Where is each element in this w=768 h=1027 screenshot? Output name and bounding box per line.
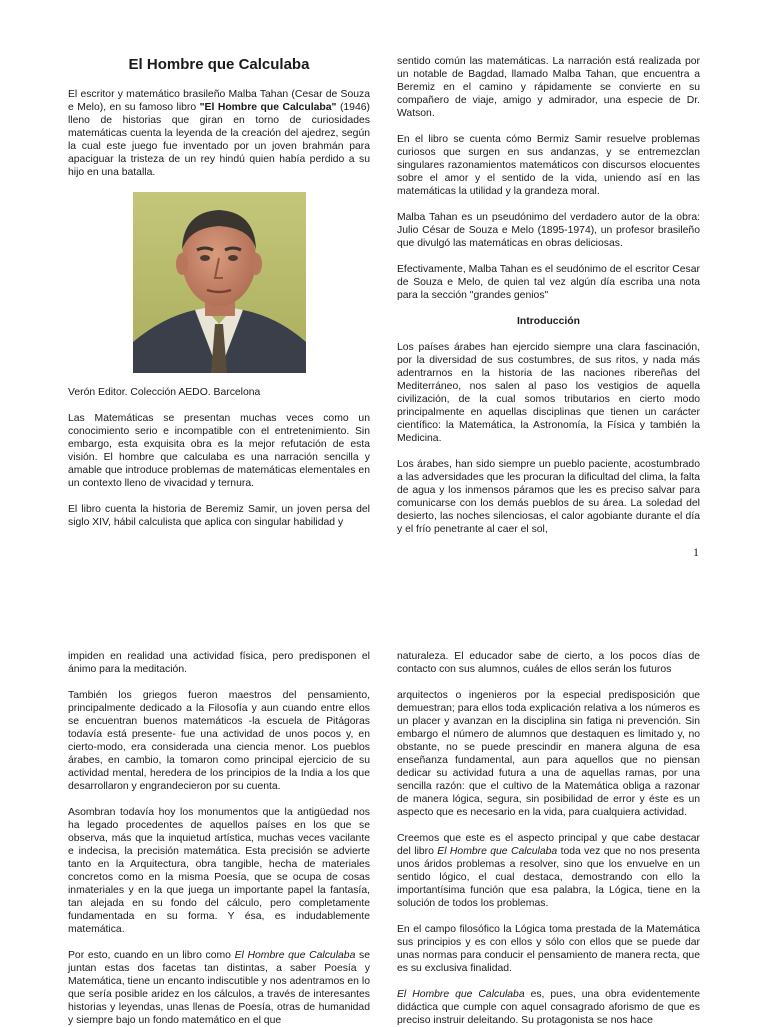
page-gap xyxy=(0,600,768,640)
paragraph: En el libro se cuenta cómo Bermiz Samir resuelve problemas curiosos que surgen en sus andanzas, y se entremezclan singulares razonamientos matemáticos con discursos elocuentes sobre el amor y el sentido de la vida, uniendo así en las matemáticas la utilidad y la grandeza moral. xyxy=(397,134,700,197)
book-title-bold: "El Hombre que Calculaba" xyxy=(199,102,337,113)
paragraph: En el campo filosófico la Lógica toma prestada de la Matemática sus principios y es con ellos y sólo con ellos que se puede dar unas normas para conducir el pensamiento de manera recta, que es su exclusiva finalidad. xyxy=(397,924,700,974)
paragraph: sentido común las matemáticas. La narración está realizada por un notable de Bagdad, llamado Malba Tahan, que encuentra a Beremiz en el camino y rápidamente se convierte en su compañero de viaje, amigo y admirador, una especie de Dr. Watson. xyxy=(397,56,700,119)
paragraph: También los griegos fueron maestros del pensamiento, principalmente dedicado a la Filosofía y aun cuando entre ellos se encuentran buenos matemáticos -la escuela de Pitágoras todavía está presente- fue una actividad de unos pocos y, en cierto-modo, era considerada una ciencia menor. Los pueblos árabes, en cambio, la tomaron como principal ejercicio de su actividad mental, heredera de los principios de la India a los que desarrollaron y engrandecieron por su cuenta. xyxy=(68,690,370,792)
book-title-italic: El Hombre que Calculaba xyxy=(234,950,356,961)
paragraph: Los países árabes han ejercido siempre una clara fascinación, por la diversidad de sus costumbres, de sus ritos, y nada más adentrarnos en la historia de las naciones ribereñas del Mediterráneo, nos salen al paso los vestigios de aquella civilización, de la cual somos tributarios en cierto modo principalmente en aquellas disciplinas que tienen un carácter científico: la Matemática, la Astronomía, la Física y también la Medicina. xyxy=(397,342,700,444)
paragraph: El Hombre que Calculaba es, pues, una obra evidentemente didáctica que cumple con aquel consagrado aforismo de que es preciso instruir deleitando. Su protagonista se nos hace xyxy=(397,989,700,1026)
paragraph: impiden en realidad una actividad física, pero predisponen el ánimo para la meditación. xyxy=(68,651,370,675)
paragraph: Creemos que este es el aspecto principal y que cabe destacar del libro El Hombre que Calculaba toda vez que no nos presenta unos áridos problemas a resolver, sino que los envuelve en un sentido lógico, el cual destaca, demostrando con ello la importantísima función que esa palabra, la Lógica, tiene en la solución de todos los problemas. xyxy=(397,833,700,909)
section-heading: Introducción xyxy=(517,316,580,327)
book-title-italic: El Hombre que Calculaba xyxy=(437,846,558,857)
left-column xyxy=(68,88,370,529)
right-column xyxy=(397,650,700,1027)
paragraph: arquitectos o ingenieros por la especial predisposición que demuestran; para ellos toda explicación relativa a los números es un placer y avanzan en la disciplina sin fatiga ni prevención. Sin embargo el número de alumnos que destaquen es limitado y, no obstante, no se puede prescindir en manera alguna de esa enseñanza fundamental, aun para aquellos que no piensan dedicar su actividad futura a una de aquellas ramas, por una sencilla razón: que el cultivo de la Matemática obliga a razonar de manera lógica, segura, sin posibilidad de error y éste es un aspecto que es necesario en la vida, para cualquiera actividad. xyxy=(397,690,700,818)
document-title: El Hombre que Calculaba xyxy=(128,56,310,73)
page-number: 1 xyxy=(693,545,699,559)
document-page-2 xyxy=(0,640,768,1024)
paragraph: Asombran todavía hoy los monumentos que la antigüedad nos ha legado procedentes de aquellos países en los que se observa, más que la inquietud artística, muchas veces vacilante e indecisa, la precisión matemática. Esta precisión se advierte tanto en la Arquitectura, obra tangible, hecha de materiales concretos como en la misma Poesía, que se ocupa de cosas inmateriales y en la que juega un importante papel la fantasía, tan alejada en su fondo del cálculo, pero completamente fundamentada en su forma. Y ésa, es indudablemente matemática. xyxy=(68,807,370,935)
author-portrait xyxy=(133,192,306,373)
paragraph: Las Matemáticas se presentan muchas veces como un conocimiento serio e incompatible con el entretenimiento. Sin embargo, esta exquisita obra es la mejor refutación de esta visión. El hombre que calculaba es una narración sencilla y amable que introduce problemas de matemáticas elementales en un contexto lleno de vivacidad y ternura. xyxy=(68,413,370,489)
paragraph: Por esto, cuando en un libro como El Hombre que Calculaba se juntan estas dos facetas tan distintas, a saber Poesía y Matemática, tiene un encanto indiscutible y nos adentramos en lo que sería posible aridez en los cálculos, a través de interesantes historias y leyendas, unas llenas de Poesía, otras de humanidad y siempre bajo un fondo matemático en el que xyxy=(68,950,370,1026)
portrait-caption: Verón Editor. Colección AEDO. Barcelona xyxy=(68,387,261,398)
paragraph: Los árabes, han sido siempre un pueblo paciente, acostumbrado a las adversidades que les procuran la dificultad del clima, la falta de agua y los inmensos páramos que les es preciso salvar para comunicarse con los demás pueblos de su área. La soledad del desierto, las noches silenciosas, el calor agobiante durante el día y el frío penetrante al caer el sol, xyxy=(397,459,700,535)
paragraph: El libro cuenta la historia de Beremiz Samir, un joven persa del siglo XIV, hábil calculista que aplica con singular habilidad y xyxy=(68,504,370,528)
book-title-italic: El Hombre que Calculaba xyxy=(397,989,525,1000)
paragraph: naturaleza. El educador sabe de cierto, a los pocos días de contacto con sus alumnos, cuáles de ellos serán los futuros xyxy=(397,651,700,675)
paragraph: Efectivamente, Malba Tahan es el seudónimo de el escritor Cesar de Souza e Melo, de quien tal vez algún día escriba una nota para la sección "grandes genios" xyxy=(397,264,700,301)
left-column xyxy=(68,650,370,1027)
right-column xyxy=(397,55,700,536)
intro-paragraph: El escritor y matemático brasileño Malba Tahan (Cesar de Souza e Melo), en su famoso libro "El Hombre que Calculaba" (1946) lleno de historias que giran en torno de curiosidades matemáticas cuenta la leyenda de la creación del ajedrez, según la cual este juego fue inventado por un joven brahmán para apaciguar la tristeza de un rey hindú quien había perdido a su hijo en una batalla. xyxy=(68,89,370,178)
paragraph: Malba Tahan es un pseudónimo del verdadero autor de la obra: Julio César de Souza e Melo (1895-1974), un profesor brasileño que divulgó las matemáticas en obras deliciosas. xyxy=(397,212,700,249)
